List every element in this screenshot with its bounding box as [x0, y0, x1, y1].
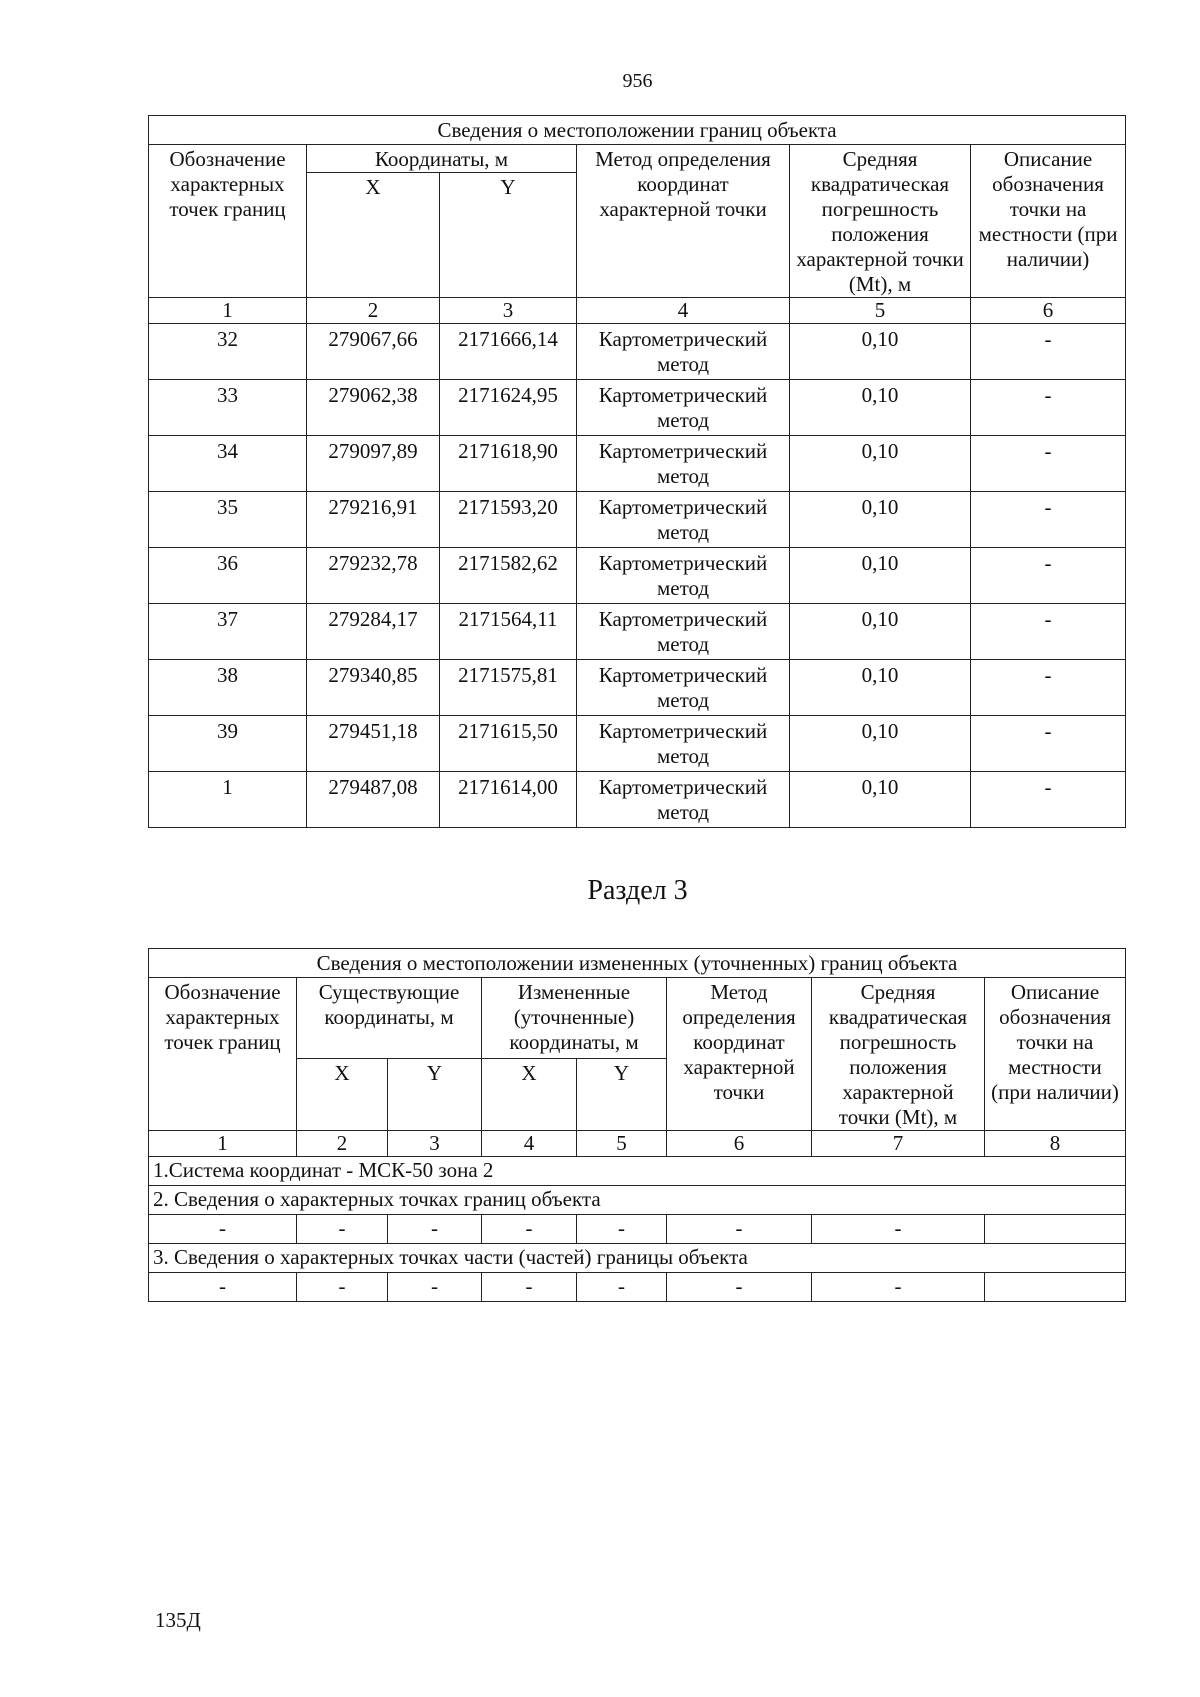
- cell-desc: -: [971, 492, 1126, 548]
- header-existing-x: X: [297, 1058, 388, 1130]
- cell-x: 279284,17: [307, 604, 440, 660]
- header-method: Метод определения координат характерной точки: [667, 978, 812, 1131]
- header-description: Описание обозначения точки на местности (при наличии): [971, 145, 1126, 298]
- cell-error: 0,10: [790, 324, 971, 380]
- table-row: [149, 324, 1126, 380]
- column-number: 6: [971, 298, 1126, 324]
- cell-point: 38: [149, 660, 307, 716]
- column-number: 3: [388, 1131, 482, 1157]
- cell-x: 279062,38: [307, 380, 440, 436]
- cell-desc: -: [971, 772, 1126, 828]
- cell-error: 0,10: [790, 492, 971, 548]
- cell-method: Картометрический метод: [577, 380, 790, 436]
- header-coords: Координаты, м: [307, 145, 577, 173]
- cell-y: 2171618,90: [440, 436, 577, 492]
- parts-row: 3. Сведения о характерных точках части (частей) границы объекта: [149, 1244, 1126, 1273]
- cell-desc: -: [971, 380, 1126, 436]
- cell-method: Картометрический метод: [577, 548, 790, 604]
- cell-point: 34: [149, 436, 307, 492]
- cell-desc: -: [971, 604, 1126, 660]
- dash-cell: -: [149, 1273, 297, 1302]
- cell-method: Картометрический метод: [577, 604, 790, 660]
- cell-x: 279232,78: [307, 548, 440, 604]
- column-number: 5: [577, 1131, 667, 1157]
- cell-desc: -: [971, 436, 1126, 492]
- cell-desc: -: [971, 716, 1126, 772]
- column-numbers-row: [149, 1131, 1126, 1157]
- column-number: 4: [577, 298, 790, 324]
- cell-desc: -: [971, 660, 1126, 716]
- dash-cell: [985, 1215, 1126, 1244]
- dash-cell: -: [667, 1273, 812, 1302]
- cell-point: 36: [149, 548, 307, 604]
- table-row: [149, 604, 1126, 660]
- system-row: 1.Система координат - МСК-50 зона 2: [149, 1157, 1126, 1186]
- cell-method: Картометрический метод: [577, 660, 790, 716]
- header-changed: Измененные (уточненные) координаты, м: [482, 978, 667, 1059]
- header-error: Средняя квадратическая погрешность положения характерной точки (Mt), м: [790, 145, 971, 298]
- cell-y: 2171624,95: [440, 380, 577, 436]
- cell-error: 0,10: [790, 772, 971, 828]
- cell-x: 279097,89: [307, 436, 440, 492]
- column-number: 2: [307, 298, 440, 324]
- header-error: Средняя квадратическая погрешность положения характерной точки (Mt), м: [812, 978, 985, 1131]
- cell-y: 2171575,81: [440, 660, 577, 716]
- boundary-table: [148, 115, 1126, 828]
- header-changed-x: X: [482, 1058, 577, 1130]
- cell-error: 0,10: [790, 660, 971, 716]
- cell-method: Картометрический метод: [577, 492, 790, 548]
- cell-point: 35: [149, 492, 307, 548]
- header-y: Y: [440, 173, 577, 298]
- table-caption: Сведения о местоположении границ объекта: [149, 116, 1126, 145]
- table-row: [149, 772, 1126, 828]
- column-number: 1: [149, 298, 307, 324]
- cell-point: 33: [149, 380, 307, 436]
- cell-desc: -: [971, 324, 1126, 380]
- header-existing: Существующие координаты, м: [297, 978, 482, 1059]
- column-number: 5: [790, 298, 971, 324]
- cell-point: 1: [149, 772, 307, 828]
- header-point: Обозначение характерных точек границ: [149, 145, 307, 298]
- dash-cell: -: [388, 1215, 482, 1244]
- dash-cell: -: [577, 1215, 667, 1244]
- cell-error: 0,10: [790, 380, 971, 436]
- cell-y: 2171614,00: [440, 772, 577, 828]
- dash-cell: -: [149, 1215, 297, 1244]
- table-row: [149, 380, 1126, 436]
- column-number: 8: [985, 1131, 1126, 1157]
- column-number: 3: [440, 298, 577, 324]
- table-row: [149, 436, 1126, 492]
- cell-y: 2171615,50: [440, 716, 577, 772]
- footer-code: 135Д: [155, 1608, 201, 1632]
- cell-point: 37: [149, 604, 307, 660]
- cell-x: 279067,66: [307, 324, 440, 380]
- table-row: [149, 660, 1126, 716]
- table-row: [149, 492, 1126, 548]
- page-number: 956: [622, 70, 653, 92]
- header-point: Обозначение характерных точек границ: [149, 978, 297, 1131]
- dash-cell: -: [297, 1215, 388, 1244]
- empty-parts-row: [149, 1273, 1126, 1302]
- dash-cell: -: [577, 1273, 667, 1302]
- cell-y: 2171666,14: [440, 324, 577, 380]
- changed-boundary-table: [148, 948, 1126, 1302]
- header-x: X: [307, 173, 440, 298]
- dash-cell: -: [388, 1273, 482, 1302]
- table-row: [149, 716, 1126, 772]
- cell-y: 2171593,20: [440, 492, 577, 548]
- header-existing-y: Y: [388, 1058, 482, 1130]
- cell-method: Картометрический метод: [577, 324, 790, 380]
- table-caption: Сведения о местоположении измененных (уточненных) границ объекта: [149, 949, 1126, 978]
- cell-point: 39: [149, 716, 307, 772]
- points-row: 2. Сведения о характерных точках границ объекта: [149, 1186, 1126, 1215]
- header-description: Описание обозначения точки на местности (при наличии): [985, 978, 1126, 1131]
- header-changed-y: Y: [577, 1058, 667, 1130]
- column-number: 4: [482, 1131, 577, 1157]
- section-title: Раздел 3: [587, 875, 688, 906]
- dash-cell: -: [812, 1215, 985, 1244]
- cell-error: 0,10: [790, 716, 971, 772]
- cell-error: 0,10: [790, 436, 971, 492]
- cell-error: 0,10: [790, 604, 971, 660]
- column-numbers-row: [149, 298, 1126, 324]
- column-number: 2: [297, 1131, 388, 1157]
- column-number: 6: [667, 1131, 812, 1157]
- table-row: [149, 548, 1126, 604]
- dash-cell: -: [812, 1273, 985, 1302]
- cell-x: 279216,91: [307, 492, 440, 548]
- dash-cell: [985, 1273, 1126, 1302]
- dash-cell: -: [667, 1215, 812, 1244]
- cell-x: 279451,18: [307, 716, 440, 772]
- cell-y: 2171582,62: [440, 548, 577, 604]
- cell-method: Картометрический метод: [577, 716, 790, 772]
- column-number: 7: [812, 1131, 985, 1157]
- column-number: 1: [149, 1131, 297, 1157]
- cell-method: Картометрический метод: [577, 436, 790, 492]
- cell-x: 279487,08: [307, 772, 440, 828]
- cell-desc: -: [971, 548, 1126, 604]
- cell-x: 279340,85: [307, 660, 440, 716]
- header-method: Метод определения координат характерной точки: [577, 145, 790, 298]
- cell-point: 32: [149, 324, 307, 380]
- cell-y: 2171564,11: [440, 604, 577, 660]
- cell-method: Картометрический метод: [577, 772, 790, 828]
- dash-cell: -: [482, 1273, 577, 1302]
- dash-cell: -: [482, 1215, 577, 1244]
- cell-error: 0,10: [790, 548, 971, 604]
- empty-points-row: [149, 1215, 1126, 1244]
- dash-cell: -: [297, 1273, 388, 1302]
